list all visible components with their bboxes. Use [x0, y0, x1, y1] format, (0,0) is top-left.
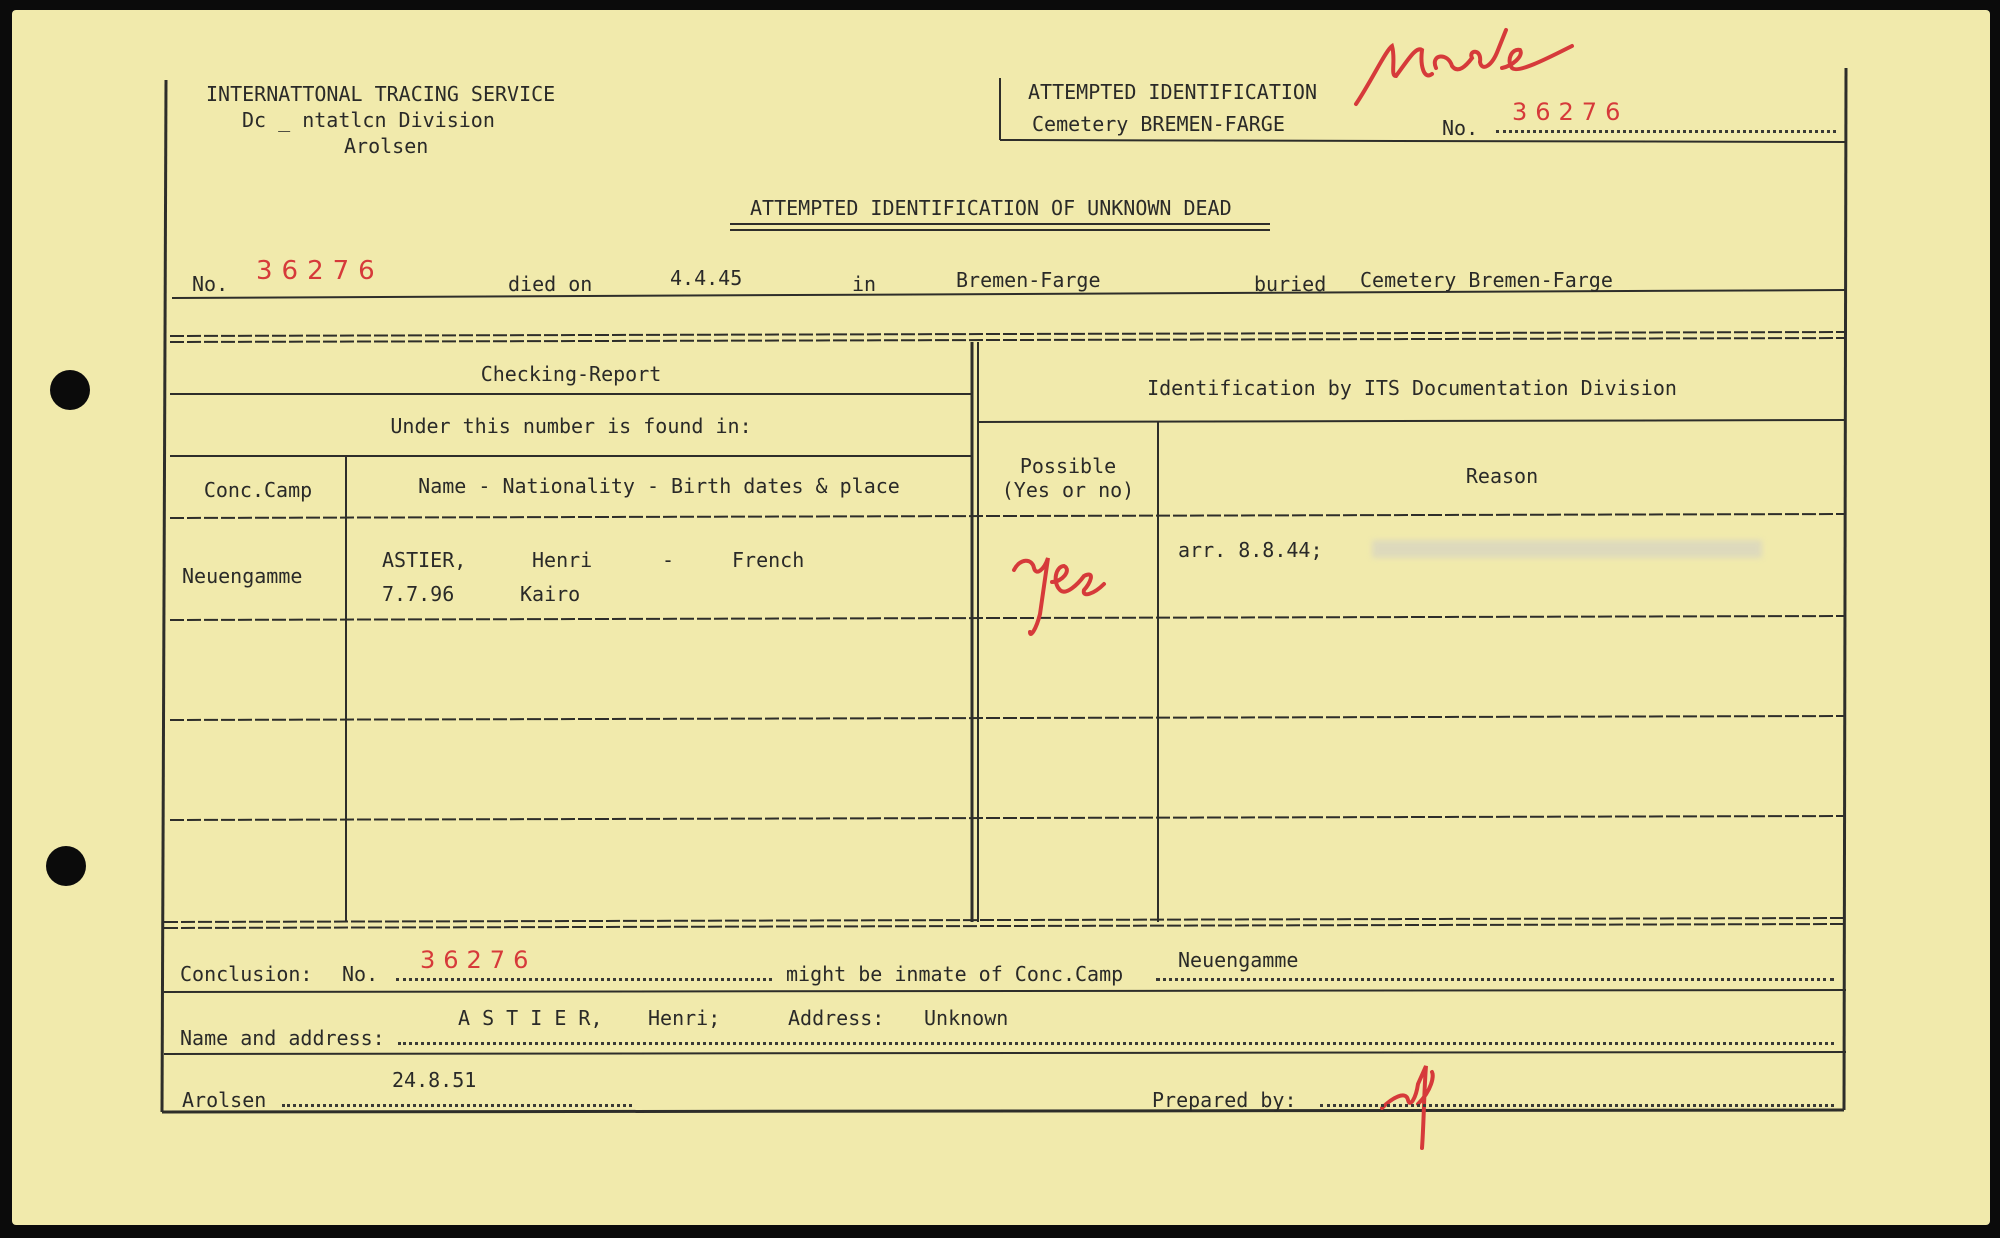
- conclusion-camp-dotted-line: [1156, 978, 1834, 981]
- checking-report-heading: Checking-Report: [480, 362, 662, 386]
- row1-nationality: French: [732, 548, 805, 572]
- header-no-value: 36276: [1512, 98, 1629, 126]
- document-card: [12, 10, 1990, 1225]
- prepared-by-dotted-line: [1320, 1104, 1834, 1107]
- org-city: Arolsen: [344, 134, 429, 158]
- name-address-dotted-line: [398, 1042, 1834, 1045]
- row1-firstname: Henri: [532, 548, 593, 572]
- row1-camp: Neuengamme: [182, 564, 303, 588]
- record-died-value: 4.4.45: [670, 266, 743, 290]
- record-buried-label: buried: [1254, 272, 1327, 296]
- column-header-reason: Reason: [1465, 464, 1539, 488]
- row1-reason: arr. 8.8.44;: [1178, 538, 1323, 562]
- form-title: ATTEMPTED IDENTIFICATION OF UNKNOWN DEAD: [750, 196, 1232, 220]
- record-died-label: died on: [508, 272, 593, 296]
- header-no-dotted-line: [1496, 130, 1836, 133]
- row1-surname: ASTIER,: [382, 548, 467, 572]
- identification-heading: Identification by ITS Documentation Division: [1147, 376, 1677, 400]
- record-no-label: No.: [192, 272, 229, 296]
- header-no-label: No.: [1442, 116, 1479, 140]
- place-label: Arolsen: [182, 1088, 267, 1112]
- org-division: Dc _ ntatlcn Division: [242, 108, 495, 132]
- header-cemetery: Cemetery BREMEN-FARGE: [1032, 112, 1285, 136]
- found-in-heading: Under this number is found in:: [390, 414, 752, 438]
- conclusion-camp-value: Neuengamme: [1178, 948, 1299, 972]
- record-no-value: 36276: [256, 256, 384, 286]
- record-in-label: in: [852, 272, 877, 296]
- row1-dash: -: [662, 548, 675, 572]
- prepared-by-label: Prepared by:: [1152, 1088, 1297, 1112]
- conclusion-no-dotted-line: [396, 978, 772, 981]
- row1-reason-redacted: [1372, 540, 1762, 558]
- header-box-title: ATTEMPTED IDENTIFICATION: [1028, 80, 1317, 104]
- row1-birthdate: 7.7.96: [382, 582, 455, 606]
- conclusion-no-label: No.: [342, 962, 379, 986]
- prepared-date: 24.8.51: [392, 1068, 477, 1092]
- row1-birthplace: Kairo: [520, 582, 581, 606]
- conclusion-firstname: Henri;: [648, 1006, 721, 1030]
- date-dotted-line: [282, 1104, 632, 1107]
- record-buried-value: Cemetery Bremen-Farge: [1360, 268, 1613, 292]
- org-name: INTERNATTONAL TRACING SERVICE: [206, 82, 556, 106]
- conclusion-label: Conclusion:: [180, 962, 313, 986]
- column-header-camp: Conc.Camp: [203, 478, 313, 502]
- column-header-name: Name - Nationality - Birth dates & place: [418, 474, 900, 498]
- conclusion-surname: A S T I E R,: [458, 1006, 603, 1030]
- record-place-value: Bremen-Farge: [956, 268, 1101, 292]
- name-address-label: Name and address:: [180, 1026, 385, 1050]
- conclusion-address-value: Unknown: [924, 1006, 1009, 1030]
- conclusion-no-value: 36276: [420, 946, 537, 974]
- conclusion-might-be: might be inmate of Conc.Camp: [786, 962, 1124, 986]
- column-header-possible-sub: (Yes or no): [1001, 478, 1135, 502]
- column-header-possible: Possible: [1019, 454, 1117, 478]
- conclusion-address-label: Address:: [788, 1006, 885, 1030]
